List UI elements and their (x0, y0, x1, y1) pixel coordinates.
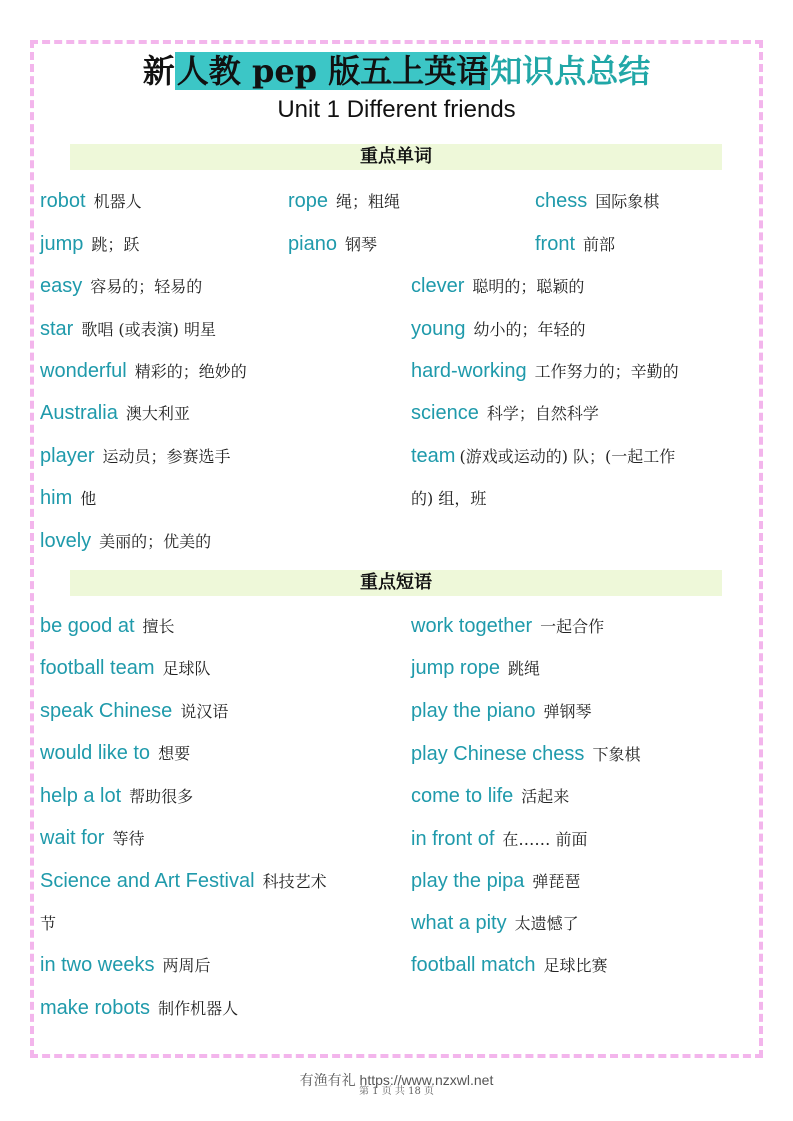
word-item: chess 国际象棋 (535, 190, 660, 212)
word-item: piano 钢琴 (288, 233, 377, 255)
phrase-item: wait for 等待 (40, 827, 145, 849)
phrase-item: make robots 制作机器人 (40, 997, 239, 1019)
phrase-item: play Chinese chess 下象棋 (411, 743, 641, 765)
word-item-continuation: 的) 组，班 (411, 489, 487, 508)
title-part-1: 新 (142, 52, 175, 90)
word-item: star 歌唱 (或表演) 明星 (40, 318, 217, 340)
phrase-item-continuation: 节 (40, 914, 57, 933)
words-section-heading: 重点单词 (70, 144, 722, 170)
word-item: team (游戏或运动的) 队；(一起工作 (411, 445, 676, 467)
title-part-2: 人教 pep 版五上英语 (176, 52, 489, 90)
phrase-item: be good at 擅长 (40, 615, 175, 637)
phrase-item: football team 足球队 (40, 657, 211, 679)
word-item: player 运动员；参赛选手 (40, 445, 231, 467)
title-part-3: 知识点总结 (490, 52, 651, 90)
phrases-section-heading: 重点短语 (70, 570, 722, 596)
phrase-item: in front of 在…… 前面 (411, 828, 588, 850)
phrase-item: in two weeks 两周后 (40, 954, 211, 976)
phrase-item: play the piano 弹钢琴 (411, 700, 592, 722)
phrase-item: come to life 活起来 (411, 785, 570, 807)
word-item: Australia 澳大利亚 (40, 402, 190, 424)
word-item: easy 容易的；轻易的 (40, 275, 203, 297)
word-item: lovely 美丽的；优美的 (40, 530, 212, 552)
word-item: clever 聪明的；聪颖的 (411, 275, 585, 297)
unit-subtitle: Unit 1 Different friends (277, 96, 516, 123)
phrase-item: help a lot 帮助很多 (40, 785, 194, 807)
phrase-item: work together 一起合作 (411, 615, 605, 637)
phrase-item: Science and Art Festival 科技艺术 (40, 870, 327, 892)
word-item: young 幼小的；年轻的 (411, 318, 586, 340)
word-item: science 科学；自然科学 (411, 402, 599, 424)
word-item: wonderful 精彩的；绝妙的 (40, 360, 247, 382)
word-item: jump 跳；跃 (40, 233, 140, 255)
word-item: hard-working 工作努力的；辛勤的 (411, 360, 679, 382)
word-item: him 他 (40, 487, 97, 509)
phrase-item: would like to 想要 (40, 742, 191, 764)
word-item: robot 机器人 (40, 190, 142, 212)
word-item: rope 绳；粗绳 (288, 190, 401, 212)
phrase-item: football match 足球比赛 (411, 954, 608, 976)
word-item: front 前部 (535, 233, 616, 255)
phrase-item: speak Chinese 说汉语 (40, 700, 229, 722)
phrase-item: what a pity 太遗憾了 (411, 912, 579, 934)
page-title (0, 46, 793, 92)
phrase-item: jump rope 跳绳 (411, 657, 540, 679)
phrase-item: play the pipa 弹琵琶 (411, 870, 581, 892)
footer-watermark: 有渔有礼 https://www.nzxwl.net (299, 1072, 494, 1088)
page-number: 第 1 页 共 18 页 (359, 1086, 434, 1097)
